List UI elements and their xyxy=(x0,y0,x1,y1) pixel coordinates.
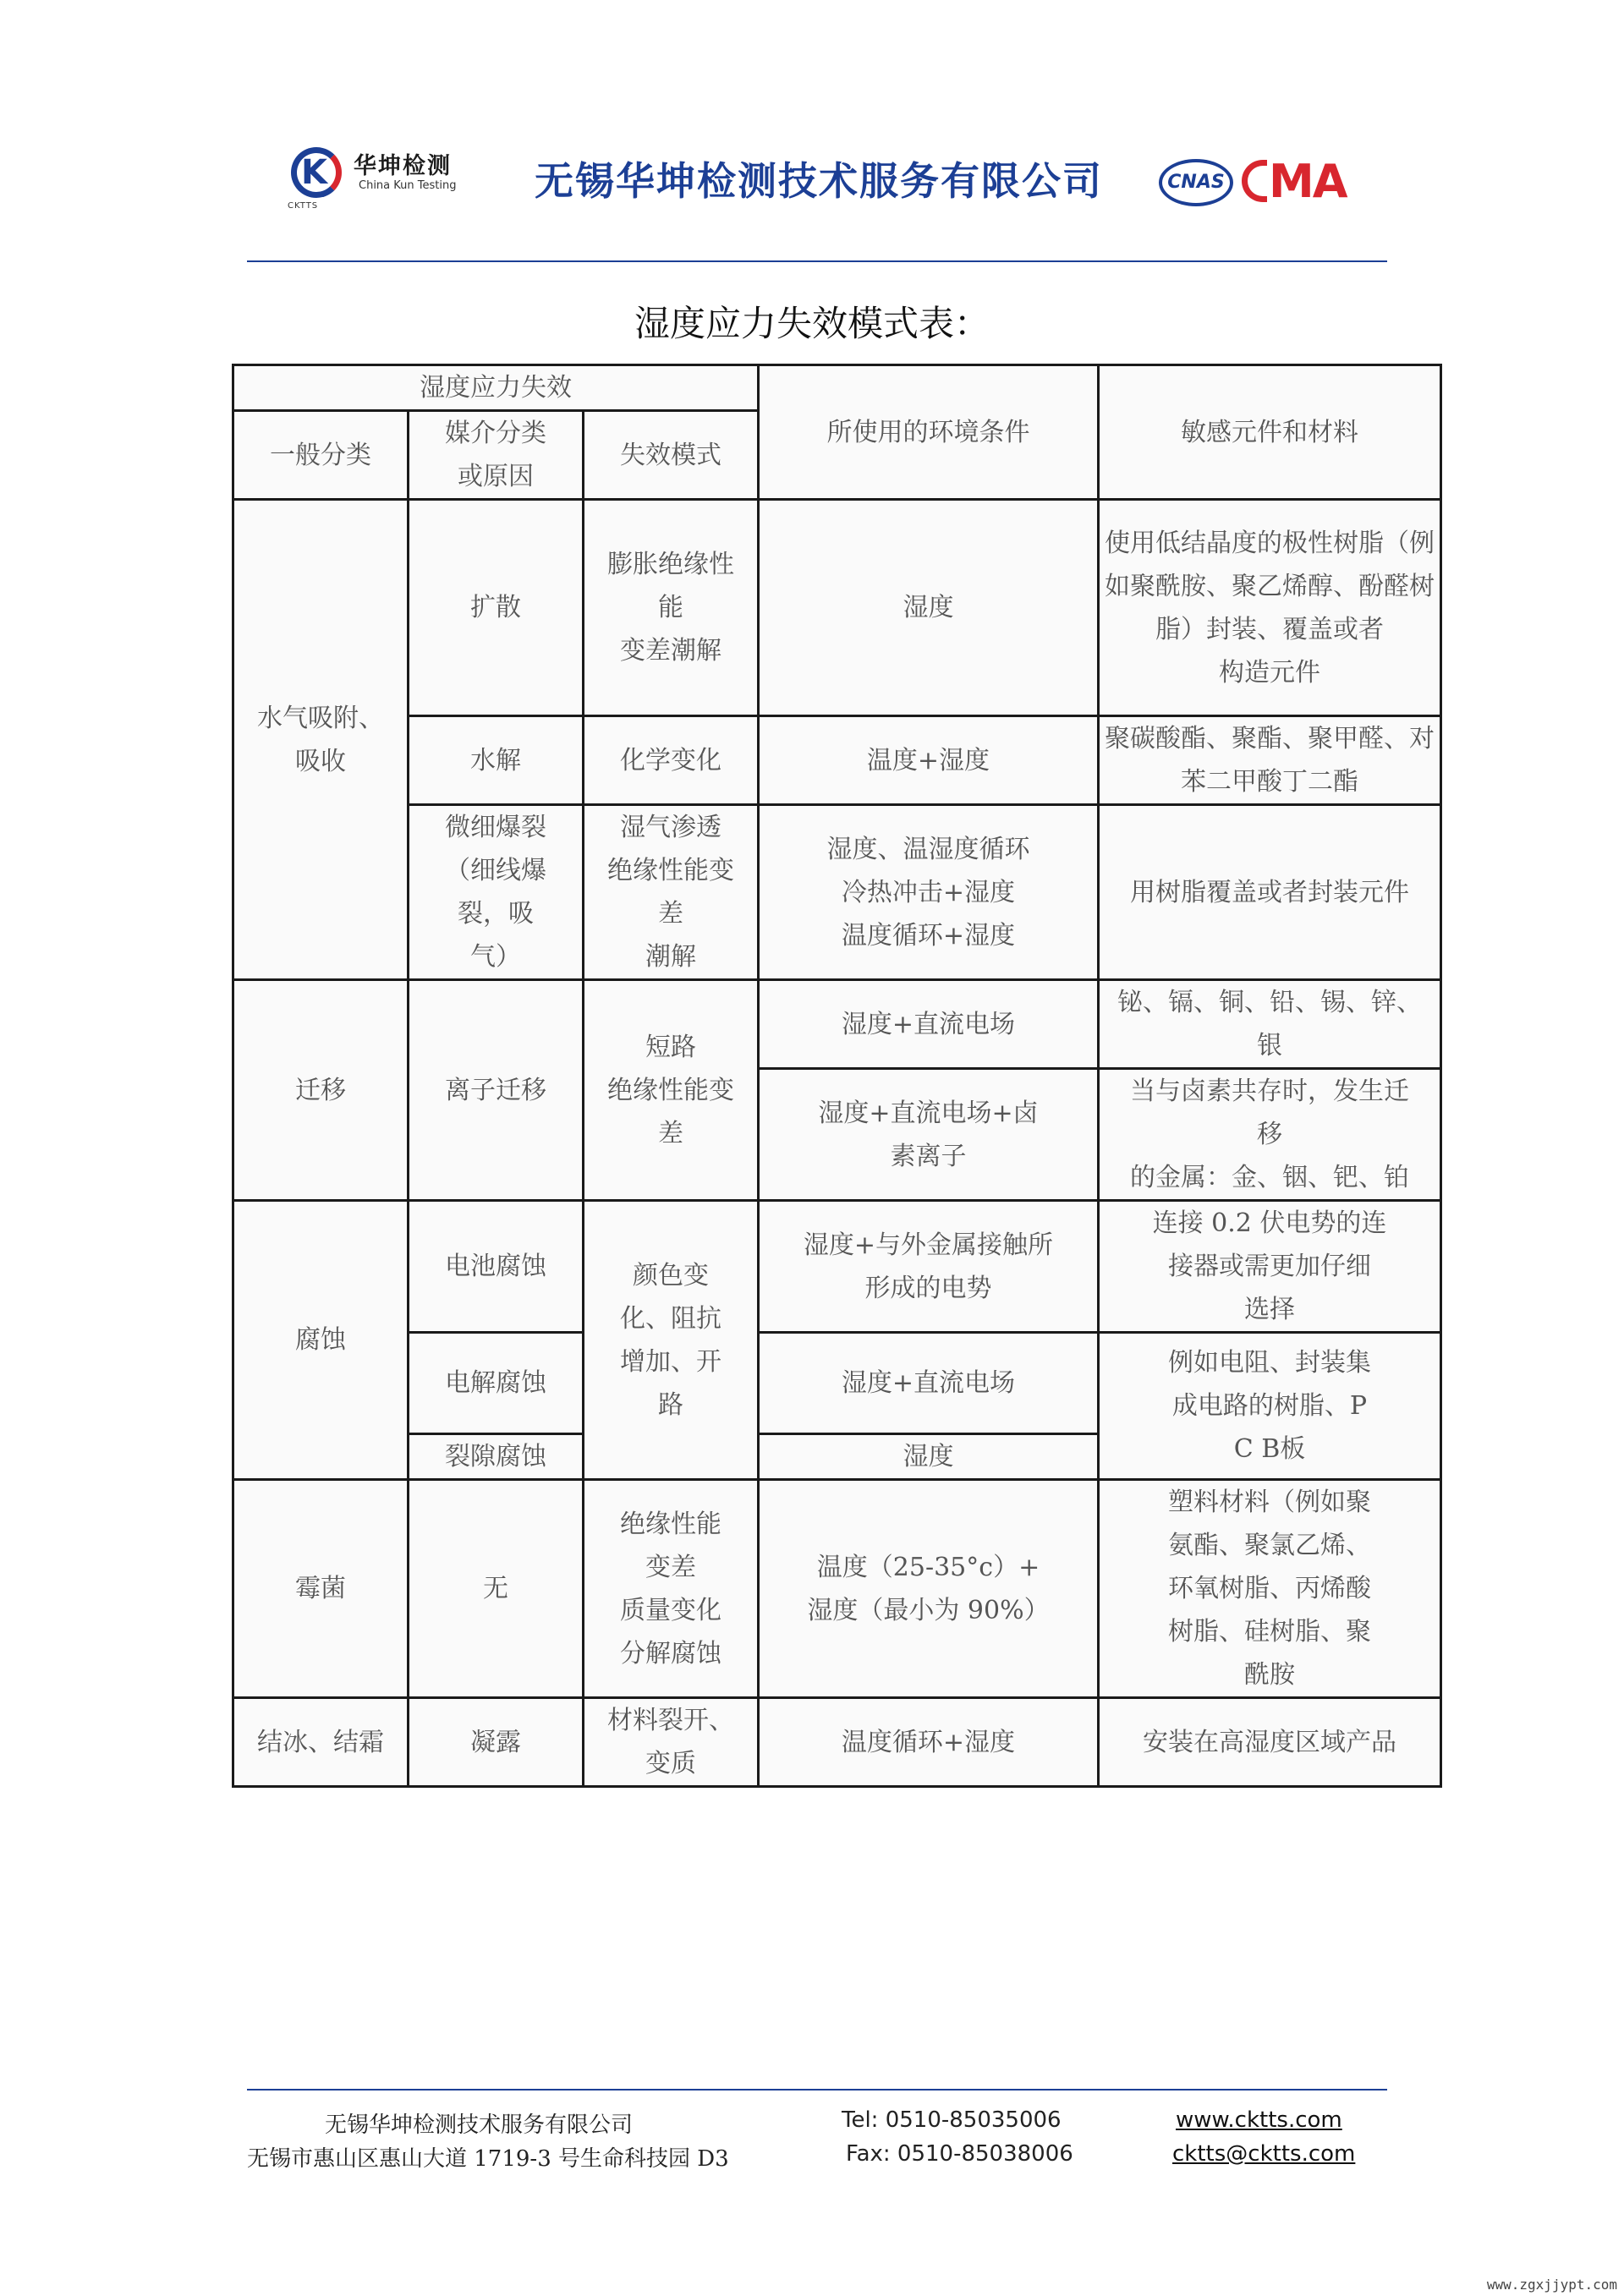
material-cell: 聚碳酸酯、聚酯、聚甲醛、对苯二甲酸丁二酯 xyxy=(1099,716,1441,805)
mode-cell: 绝缘性能 变差 质量变化 分解腐蚀 xyxy=(584,1480,759,1698)
medium-cell: 离子迁移 xyxy=(409,980,584,1201)
material-cell: 铋、镉、铜、铅、锡、锌、 银 xyxy=(1099,980,1441,1069)
material-cell: 当与卤素共存时，发生迁 移 的金属：金、铟、钯、铂 xyxy=(1099,1069,1441,1201)
env-cell: 温度+湿度 xyxy=(759,716,1099,805)
general-cell: 霉菌 xyxy=(233,1480,409,1698)
medium-cell: 微细爆裂 （细线爆 裂，吸 气） xyxy=(409,805,584,980)
mode-cell: 短路 绝缘性能变 差 xyxy=(584,980,759,1201)
env-cell: 湿度 xyxy=(759,500,1099,716)
mode-cell: 颜色变 化、阻抗 增加、开 路 xyxy=(584,1201,759,1480)
env-cell: 湿度+与外金属接触所 形成的电势 xyxy=(759,1201,1099,1333)
mode-header-cell: 失效模式 xyxy=(584,411,759,500)
material-cell: 使用低结晶度的极性树脂（例如聚酰胺、聚乙烯醇、酚醛树脂）封装、覆盖或者 构造元件 xyxy=(1099,500,1441,716)
footer-company: 无锡华坤检测技术服务有限公司 xyxy=(325,2112,634,2138)
material-cell: 连接 0.2 伏电势的连 接器或需更加仔细 选择 xyxy=(1099,1201,1441,1333)
logo-abbreviation: CKTTS xyxy=(288,201,319,211)
medium-cell: 水解 xyxy=(409,716,584,805)
env-cell: 湿度+直流电场+卤 素离子 xyxy=(759,1069,1099,1201)
general-cell: 结冰、结霜 xyxy=(233,1698,409,1787)
material-cell: 例如电阻、封装集 成电路的树脂、P C B板 xyxy=(1099,1333,1441,1480)
mode-cell: 材料裂开、 变质 xyxy=(584,1698,759,1787)
header-company-name: 无锡华坤检测技术服务有限公司 xyxy=(535,158,1103,204)
footer-divider xyxy=(247,2089,1387,2091)
footer-website-link[interactable]: www.cktts.com xyxy=(1176,2107,1342,2133)
medium-cell: 凝露 xyxy=(409,1698,584,1787)
general-cell: 水气吸附、 吸收 xyxy=(233,500,409,980)
material-header-cell: 敏感元件和材料 xyxy=(1099,365,1441,500)
failure-mode-table xyxy=(232,364,1442,1788)
env-cell: 湿度+直流电场 xyxy=(759,1333,1099,1434)
mode-cell: 湿气渗透 绝缘性能变 差 潮解 xyxy=(584,805,759,980)
cma-letters: MA xyxy=(1269,155,1347,208)
mode-cell: 化学变化 xyxy=(584,716,759,805)
header-divider xyxy=(247,260,1387,262)
material-cell: 塑料材料（例如聚 氨酯、聚氯乙烯、 环氧树脂、丙烯酸 树脂、硅树脂、聚 酰胺 xyxy=(1099,1480,1441,1698)
logo-chinese-name: 华坤检测 xyxy=(354,153,452,179)
logo-k-glyph: K xyxy=(301,153,327,192)
env-header-cell: 所使用的环境条件 xyxy=(759,365,1099,500)
env-cell: 湿度 xyxy=(759,1434,1099,1480)
table-header-row xyxy=(233,365,1441,411)
env-cell: 湿度、温湿度循环 冷热冲击+湿度 温度循环+湿度 xyxy=(759,805,1099,980)
medium-cell: 电池腐蚀 xyxy=(409,1201,584,1333)
env-cell: 湿度+直流电场 xyxy=(759,980,1099,1069)
table-row xyxy=(233,1698,1441,1787)
medium-cell: 电解腐蚀 xyxy=(409,1333,584,1434)
table-row xyxy=(233,1333,1441,1434)
material-cell: 用树脂覆盖或者封装元件 xyxy=(1099,805,1441,980)
general-header-cell: 一般分类 xyxy=(233,411,409,500)
cma-c-icon xyxy=(1242,160,1267,202)
cma-mark xyxy=(1242,156,1352,208)
page-header xyxy=(0,0,1624,271)
table-row xyxy=(233,805,1441,980)
general-cell: 迁移 xyxy=(233,980,409,1201)
footer-email-link[interactable]: cktts@cktts.com xyxy=(1172,2141,1356,2167)
general-cell: 腐蚀 xyxy=(233,1201,409,1480)
footer-fax: Fax: 0510-85038006 xyxy=(846,2141,1073,2167)
table-row xyxy=(233,500,1441,716)
logo-english-name: China Kun Testing xyxy=(359,179,457,192)
document-title: 湿度应力失效模式表： xyxy=(634,303,990,344)
company-logo xyxy=(288,142,491,210)
medium-cell: 扩散 xyxy=(409,500,584,716)
mode-cell: 膨胀绝缘性 能 变差潮解 xyxy=(584,500,759,716)
medium-cell: 无 xyxy=(409,1480,584,1698)
footer-address: 无锡市惠山区惠山大道 1719-3 号生命科技园 D3 xyxy=(247,2146,729,2172)
group-header-cell: 湿度应力失效 xyxy=(233,365,759,411)
material-cell: 安装在高湿度区域产品 xyxy=(1099,1698,1441,1787)
env-cell: 温度（25-35°c）+ 湿度（最小为 90%） xyxy=(759,1480,1099,1698)
table-row xyxy=(233,980,1441,1069)
table-row xyxy=(233,716,1441,805)
medium-cell: 裂隙腐蚀 xyxy=(409,1434,584,1480)
cnas-mark: CNAS xyxy=(1159,159,1233,206)
medium-header-cell: 媒介分类 或原因 xyxy=(409,411,584,500)
table-row xyxy=(233,1201,1441,1333)
watermark-text: www.zgxjjypt.com xyxy=(1486,2277,1617,2293)
table-row xyxy=(233,1480,1441,1698)
env-cell: 温度循环+湿度 xyxy=(759,1698,1099,1787)
footer-tel: Tel: 0510-85035006 xyxy=(842,2107,1062,2133)
